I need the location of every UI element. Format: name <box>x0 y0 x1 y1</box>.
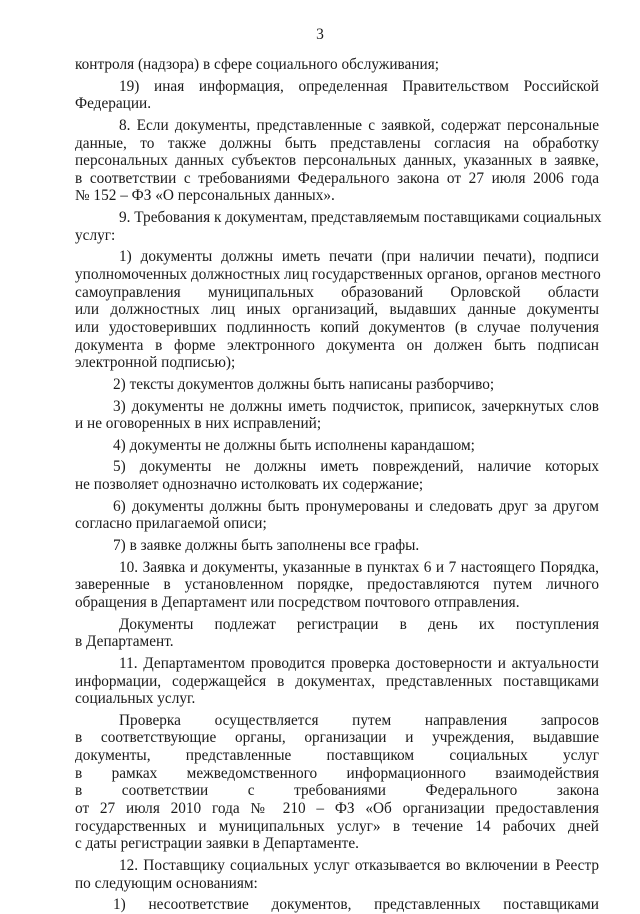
text-line: Федерации. <box>75 95 152 113</box>
text-line: документы, представленные поставщиком социальных услуг <box>75 747 599 765</box>
paragraph <box>75 896 599 914</box>
text-line: самоуправления муниципальных образований Орловской области <box>75 283 599 301</box>
text-line: 1) несоответствие документов, представленных поставщиками <box>113 896 599 914</box>
text-line: или удостоверивших подлинность копий документов (в случае получения <box>75 318 599 336</box>
page-number: 3 <box>316 26 324 43</box>
text-line: 6) документы должны быть пронумерованы и следовать друг за другом <box>113 497 599 515</box>
paragraph <box>75 117 599 205</box>
text-line: государственных и муниципальных услуг» в течение 14 рабочих дней <box>75 817 599 835</box>
paragraph <box>75 437 599 455</box>
paragraph <box>75 537 599 555</box>
text-line: или должностных лиц иных организаций, выдавших данные документы <box>75 301 599 319</box>
text-line: 3) документы не должны иметь подчисток, приписок, зачеркнутых слов <box>113 397 599 415</box>
text-line: 1) документы должны иметь печати (при наличии печати), подписи <box>119 248 599 266</box>
paragraph <box>75 616 599 651</box>
text-line: 2) тексты документов должны быть написаны разборчиво; <box>113 375 495 393</box>
text-line: согласно прилагаемой описи; <box>75 515 267 533</box>
text-line: 7) в заявке должны быть заполнены все графы. <box>113 537 420 555</box>
text-line: Проверка осуществляется путем направления запросов <box>119 711 599 729</box>
paragraph <box>75 78 599 113</box>
text-line: в соответствии с требованиями Федерального закона от 27 июля 2006 года <box>75 169 599 187</box>
paragraph <box>75 857 599 892</box>
paragraph <box>75 559 599 612</box>
text-line: 9. Требования к документам, представляемым поставщиками социальных <box>119 209 602 227</box>
text-line: электронной подписью); <box>75 354 236 372</box>
text-line: уполномоченных должностных лиц государственных органов, органов местного <box>75 266 601 284</box>
paragraph <box>75 398 599 433</box>
text-line: контроля (надзора) в сфере социального обслуживания; <box>75 56 440 73</box>
paragraph <box>75 458 599 493</box>
text-line: № 152 – ФЗ «О персональных данных». <box>75 187 335 205</box>
paragraph <box>75 376 599 394</box>
text-line: 11. Департаментом проводится проверка достоверности и актуальности <box>119 654 599 672</box>
text-line: в рамках межведомственного информационного взаимодействия <box>75 764 599 782</box>
text-line: Документы подлежат регистрации в день их поступления <box>119 615 599 633</box>
text-line: 10. Заявка и документы, указанные в пунктах 6 и 7 настоящего Порядка, <box>119 558 599 576</box>
text-line: услуг: <box>75 226 116 244</box>
text-line: обращения в Департамент или посредством почтового отправления. <box>75 593 520 611</box>
paragraph <box>75 712 599 853</box>
text-line: 19) иная информация, определенная Правительством Российской <box>119 77 599 95</box>
text-line: с даты регистрации заявки в Департаменте. <box>75 835 359 853</box>
text-line: 5) документы не должны иметь повреждений, наличие которых <box>113 458 599 476</box>
text-line: данные, то также должны быть представлены согласия на обработку <box>75 134 599 152</box>
text-line: в Департамент. <box>75 633 174 651</box>
paragraph <box>75 498 599 533</box>
text-line: персональных данных субъектов персональных данных, указанных в заявке, <box>75 152 599 170</box>
text-line: не позволяет однозначно истолковать их содержание; <box>75 476 424 494</box>
text-line: и не оговоренных в них исправлений; <box>75 415 322 433</box>
text-line: в соответствии с требованиями Федерального закона <box>75 782 599 800</box>
paragraph <box>75 655 599 708</box>
document-body <box>75 56 602 914</box>
text-line: от 27 июля 2010 года № 210 – ФЗ «Об организации предоставления <box>75 799 599 817</box>
text-line: заверенные в установленном порядке, предоставляются путем личного <box>75 576 599 594</box>
text-line: в соответствующие органы, организации и учреждения, выдавшие <box>75 729 599 747</box>
paragraph <box>75 56 599 74</box>
text-line: информации, содержащейся в документах, представленных поставщиками <box>75 672 599 690</box>
text-line: 8. Если документы, представленные с заявкой, содержат персональные <box>119 116 599 134</box>
paragraph <box>75 248 599 371</box>
text-line: документа в форме электронного документа он должен быть подписан <box>75 336 599 354</box>
text-line: по следующим основаниям: <box>75 874 258 892</box>
text-line: 4) документы не должны быть исполнены карандашом; <box>113 436 475 454</box>
text-line: 12. Поставщику социальных услуг отказывается во включении в Реестр <box>119 856 599 874</box>
paragraph <box>75 209 602 244</box>
text-line: социальных услуг. <box>75 690 196 708</box>
